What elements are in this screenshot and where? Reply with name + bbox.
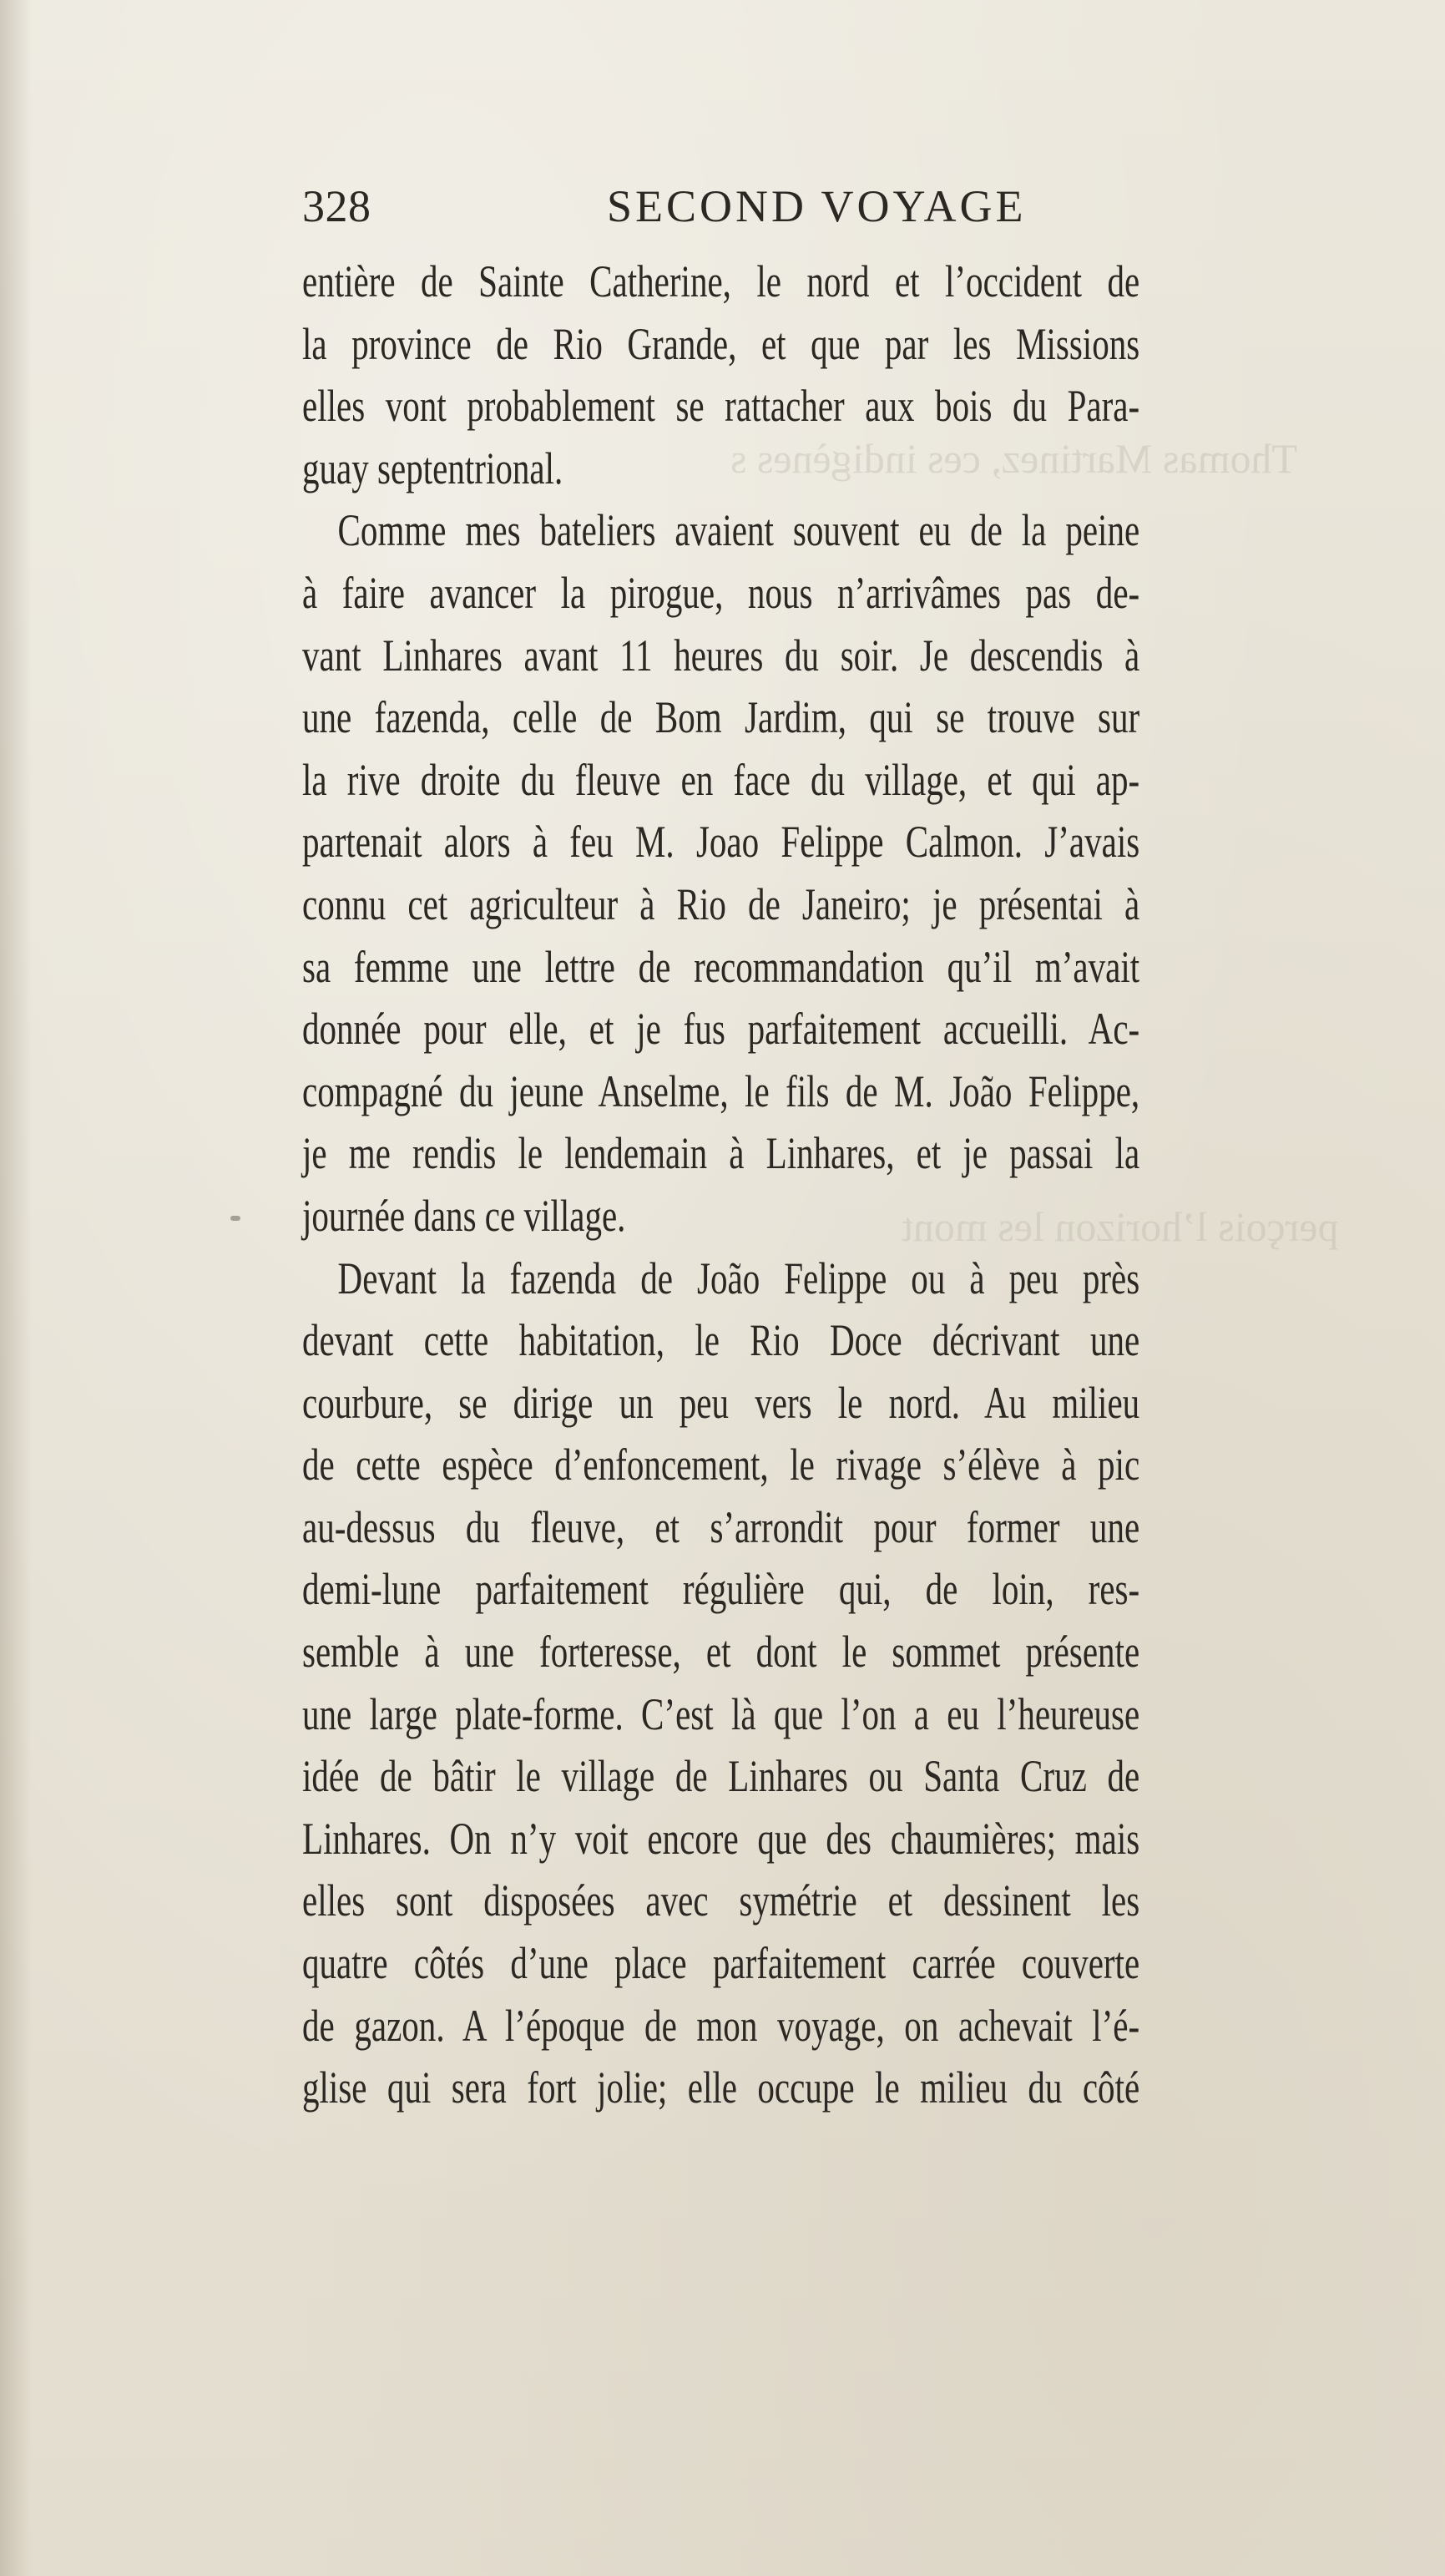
text-line: à faire avancer la pirogue, nous n’arrivâmes pas de- <box>302 567 1140 618</box>
text-line: la rive droite du fleuve en face du village, et qui ap- <box>302 754 1140 805</box>
text-line: sa femme une lettre de recommandation qu’il m’avait <box>302 941 1140 992</box>
show-through-text-upper: Thomas Martinez, ces indigènes s <box>730 435 1297 482</box>
page-number: 328 <box>302 181 371 231</box>
text-line: je me rendis le lendemain à Linhares, et je passai la <box>302 1128 1140 1179</box>
text-line: au-dessus du fleuve, et s’arrondit pour former une <box>302 1501 1140 1552</box>
text-line: Comme mes bateliers avaient souvent eu de la peine <box>337 505 1140 556</box>
text-line: glise qui sera fort jolie; elle occupe le milieu du côté <box>302 2062 1140 2113</box>
text-line: compagné du jeune Anselme, le fils de M. João Felippe, <box>302 1065 1140 1116</box>
text-line: la province de Rio Grande, et que par les Missions <box>302 318 1140 369</box>
body-text <box>302 251 1139 2119</box>
text-line: de gazon. A l’époque de mon voyage, on achevait l’é- <box>302 2000 1140 2051</box>
text-line: journée dans ce village. <box>302 1190 626 1241</box>
margin-dot <box>230 1216 240 1221</box>
text-line: Linhares. On n’y voit encore que des chaumières; mais <box>302 1813 1140 1864</box>
text-line: Devant la fazenda de João Felippe ou à peu près <box>337 1253 1140 1303</box>
running-title: SECOND VOYAGE <box>607 181 1027 231</box>
running-head <box>302 177 1141 235</box>
text-line: idée de bâtir le village de Linhares ou Santa Cruz de <box>302 1751 1140 1802</box>
gutter-shadow <box>0 0 32 2576</box>
text-line: quatre côtés d’une place parfaitement carrée couverte <box>302 1938 1140 1989</box>
text-line: de cette espèce d’enfoncement, le rivage s’élève à pic <box>302 1440 1140 1490</box>
text-line: entière de Sainte Catherine, le nord et l’occident de <box>302 256 1140 306</box>
text-line: courbure, se dirige un peu vers le nord. Au milieu <box>302 1377 1140 1428</box>
text-line: devant cette habitation, le Rio Doce décrivant une <box>302 1315 1140 1366</box>
text-line: elles vont probablement se rattacher aux bois du Para- <box>302 381 1140 432</box>
text-line: elles sont disposées avec symétrie et dessinent les <box>302 1875 1140 1926</box>
text-line: demi-lune parfaitement régulière qui, de loin, res- <box>302 1564 1140 1615</box>
text-line: une large plate-forme. C’est là que l’on a eu l’heureuse <box>302 1688 1140 1739</box>
text-line: semble à une forteresse, et dont le sommet présente <box>302 1627 1140 1678</box>
text-line: connu cet agriculteur à Rio de Janeiro; je présentai à <box>302 878 1140 929</box>
text-line: une fazenda, celle de Bom Jardim, qui se trouve sur <box>302 692 1140 743</box>
text-line: vant Linhares avant 11 heures du soir. Je descendis à <box>302 630 1140 681</box>
text-line: partenait alors à feu M. Joao Felippe Calmon. J’avais <box>302 817 1140 868</box>
text-line: guay septentrional. <box>302 443 563 493</box>
show-through-text-lower: perçois l’horizon les mont <box>902 1203 1339 1250</box>
text-line: donnée pour elle, et je fus parfaitement accueilli. Ac- <box>302 1004 1140 1055</box>
